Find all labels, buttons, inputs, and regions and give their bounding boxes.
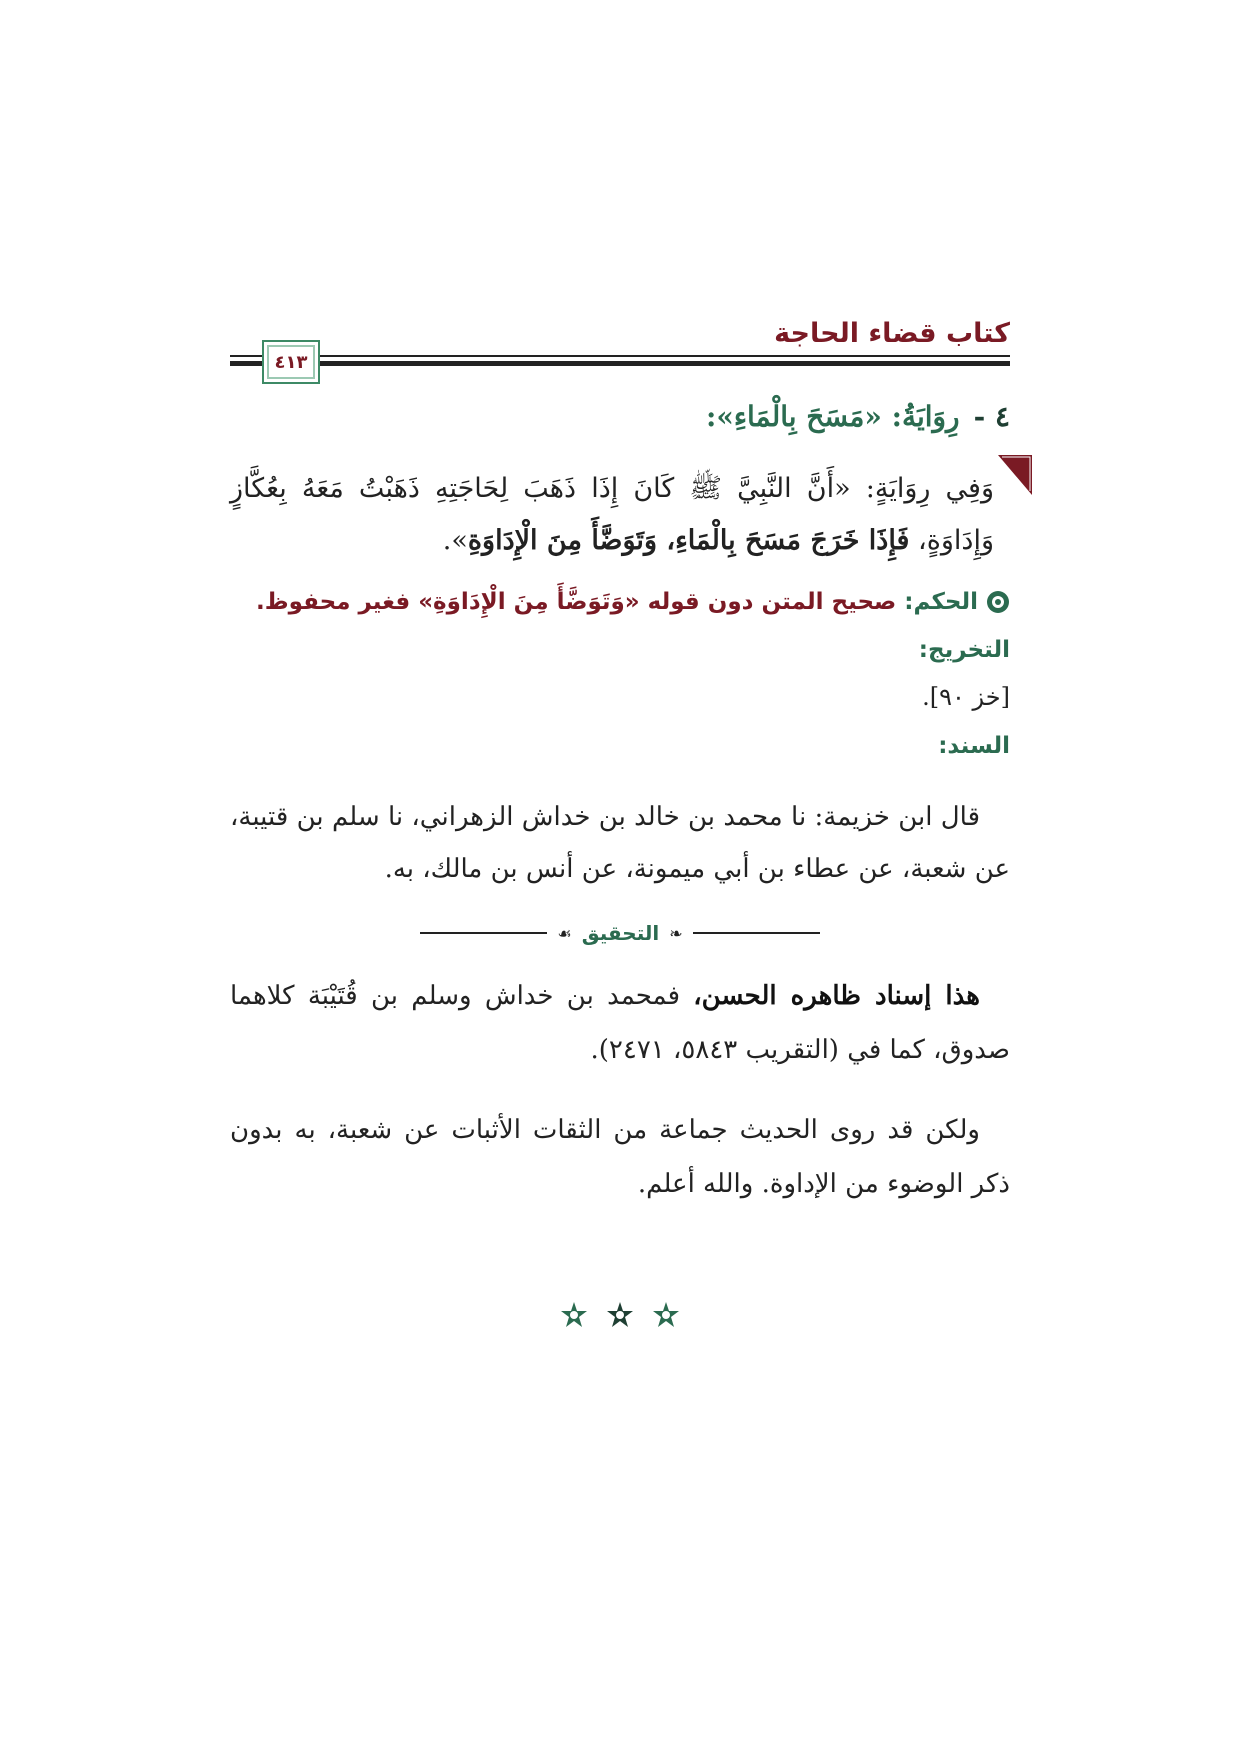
section-heading [230,400,1010,433]
hadith-text [230,463,1010,567]
section-number: ٤ - [973,400,1010,433]
hadith-intro: وَفِي رِوَايَةٍ: «أَنَّ النَّبِيَّ ﷺ كَانَ إِذَا ذَهَبَ لِحَاجَتِهِ ذَهَبْتُ مَعَهُ بِعُكَّازٍ وَإِدَاوَةٍ، [230,473,994,556]
tahqiq-title: التحقيق [581,921,660,945]
section-title: رِوَايَةُ: «مَسَحَ بِالْمَاءِ»: [705,400,960,433]
page-content [230,300,1010,1329]
ruling-line [230,589,1010,615]
divider-ornament-icon: ❧ [669,923,683,943]
page-header [230,300,1010,390]
page-number-badge [262,340,320,384]
sanad-label: السند: [938,733,1010,759]
tahqiq-paragraph-2: ولكن قد روى الحديث جماعة من الثقات الأثبات عن شعبة، به بدون ذكر الوضوء من الإداوة. والله أعلم. [230,1115,1010,1199]
hadith-bold: فَإِذَا خَرَجَ مَسَحَ بِالْمَاءِ، وَتَوَضَّأَ مِنَ الْإِدَاوَةِ [467,525,910,556]
tahqiq-verdict: هذا إسناد ظاهره الحسن، [693,981,980,1011]
divider-line-left [420,932,547,934]
tahqiq-divider [420,921,820,945]
header-rule-thin [230,355,1010,357]
hadith-closing: ». [442,525,468,556]
header-rule-thick [230,361,1010,366]
takhrij-reference: [خز ٩٠]. [922,683,1010,711]
divider-line-right [693,932,820,934]
divider-ornament-icon: ☙ [557,923,572,943]
flower-ornament-icon [560,1301,588,1329]
page-number: ٤١٣ [274,351,308,373]
flower-ornament-icon [606,1301,634,1329]
tahqiq-paragraph-1 [230,969,1010,1077]
ruling-text: صحيح المتن دون قوله «وَتَوَضَّأَ مِنَ الْإِدَاوَةِ» فغير محفوظ. [256,589,897,615]
flower-ornament-icon [652,1301,680,1329]
ruling-label: الحكم: [904,589,978,615]
corner-ornament-icon [998,455,1032,495]
tahqiq-explanation: فمحمد بن خداش وسلم بن قُتَيْبَة كلاهما صدوق، كما في (التقريب ٥٨٤٣، ٢٤٧١). [230,981,1010,1065]
takhrij-label: التخريج: [918,637,1010,663]
book-title: كتاب قضاء الحاجة [774,318,1010,349]
sanad-text: قال ابن خزيمة: نا محمد بن خالد بن خداش الزهراني، نا سلم بن قتيبة، عن شعبة، عن عطاء بن أبي ميمونة، عن أنس بن مالك، به. [230,802,1010,884]
flower-ornament-icon [986,590,1010,614]
end-ornaments [230,1301,1010,1329]
